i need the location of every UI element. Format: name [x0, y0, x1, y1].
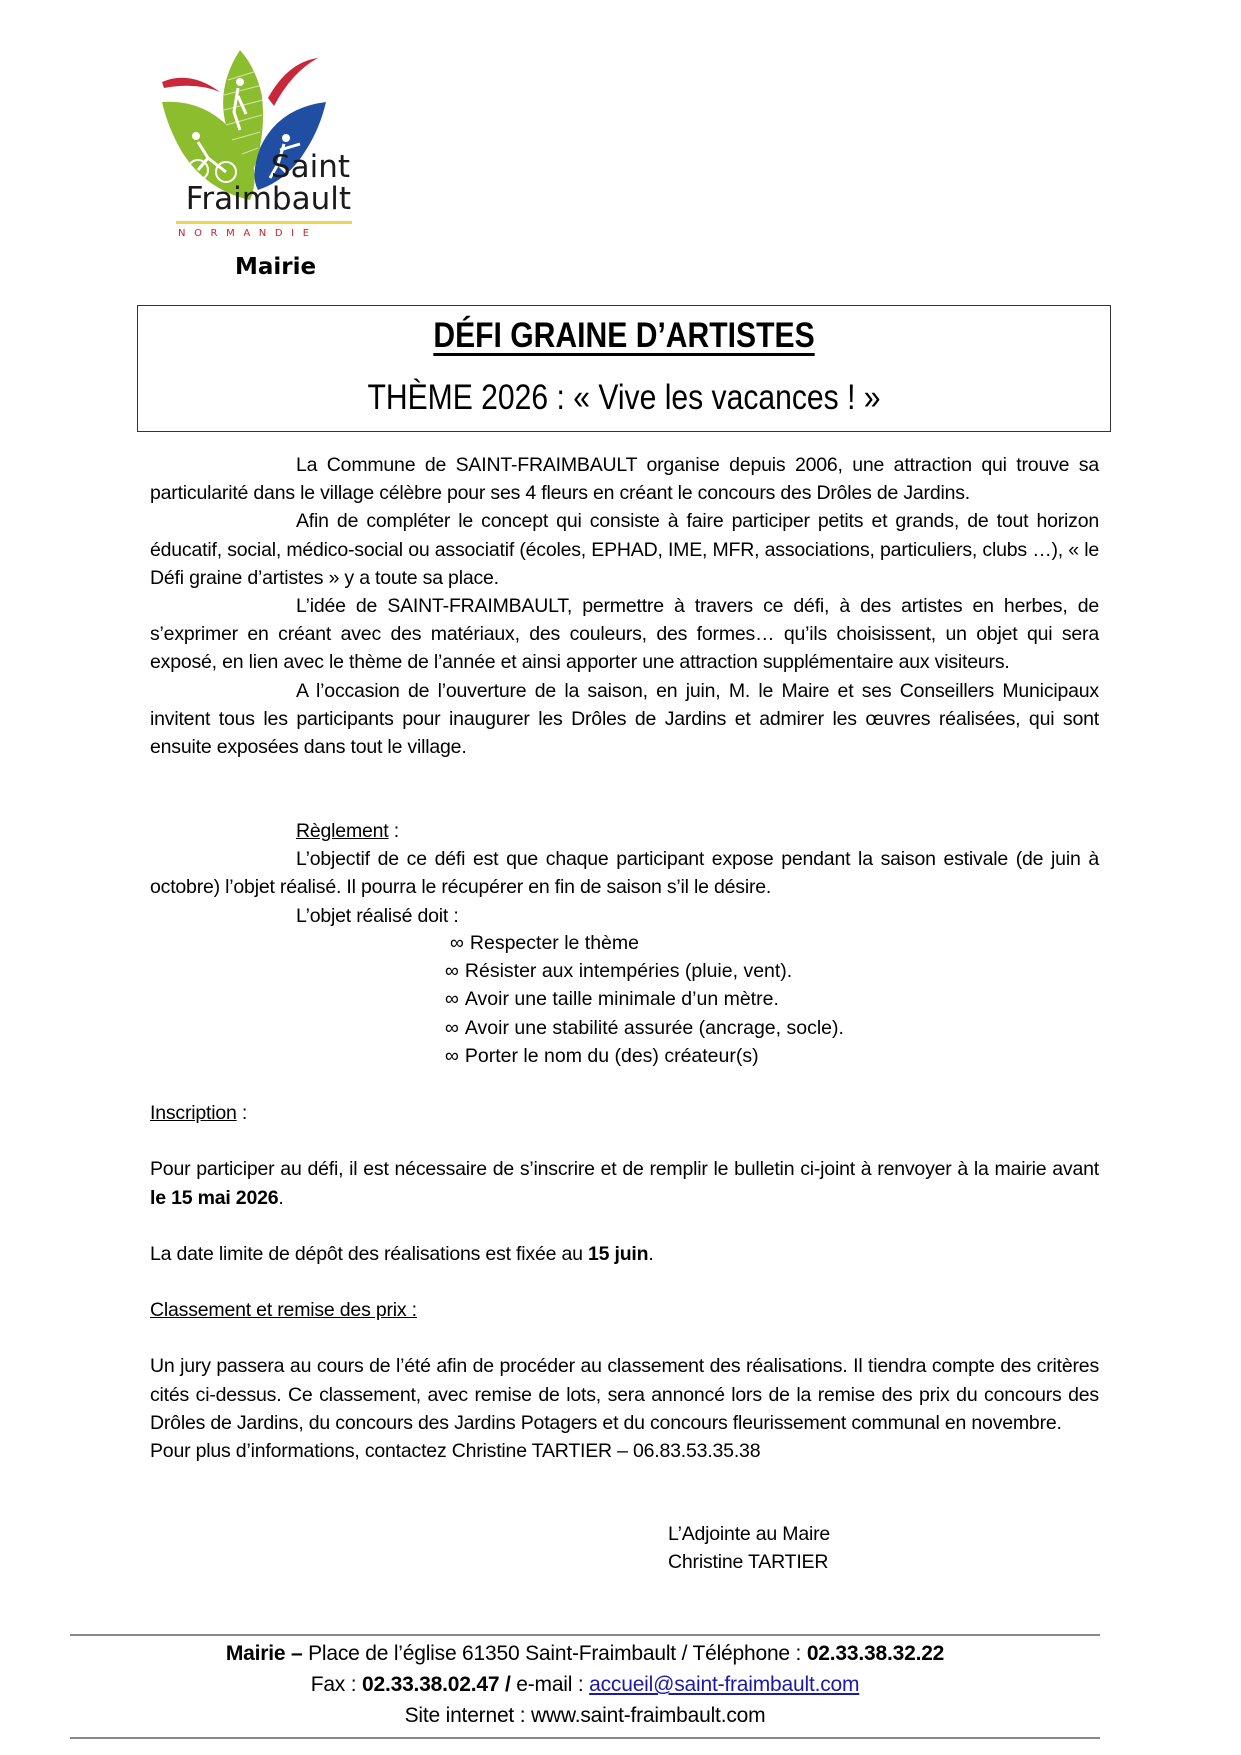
footer-address: Place de l’église 61350 Saint-Fraimbault / Téléphone : — [308, 1642, 807, 1665]
list-item — [445, 1014, 844, 1042]
title-box — [137, 305, 1111, 432]
inscription-heading-suffix: : — [236, 1102, 248, 1124]
list-item-text: Avoir une stabilité assurée (ancrage, socle). — [464, 1016, 844, 1039]
deposit-deadline: 15 juin — [587, 1242, 649, 1265]
footer-email-label: e-mail : — [516, 1673, 590, 1696]
logo-underline — [176, 221, 352, 224]
footer-fax-label: Fax : — [310, 1673, 362, 1696]
footer-phone: 02.33.38.32.22 — [806, 1642, 945, 1665]
intro-paragraph-2: Afin de compléter le concept qui consiste à faire participer petits et grands, de tout horizon éducatif, social, médico-social ou associatif (écoles, EPHAD, IME, MFR, associations, particuliers, clubs …), « le Défi graine d’artistes » y a toute sa place. — [150, 510, 1099, 589]
theme-subtitle: THÈME 2026 : « Vive les vacances ! » — [367, 378, 881, 417]
list-item-text: Respecter le thème — [469, 932, 639, 954]
inscription-end: . — [278, 1186, 284, 1209]
footer-address-line — [70, 1638, 1100, 1669]
footer — [70, 1638, 1100, 1731]
inscription-heading-line — [150, 1099, 1099, 1127]
deposit-text: La date limite de dépôt des réalisations est fixée au — [150, 1242, 588, 1265]
signatory-name: Christine TARTIER — [668, 1551, 829, 1574]
requirements-list — [445, 929, 844, 1070]
footer-site-label: Site internet : — [404, 1704, 531, 1727]
list-item-text: Résister aux intempéries (pluie, vent). — [464, 960, 793, 983]
classement-section — [150, 1296, 1099, 1465]
infinity-bullet-icon: ∞ — [445, 1044, 459, 1067]
document-title — [206, 316, 1042, 356]
reglement-heading-line — [150, 817, 1099, 845]
classement-heading: Classement et remise des prix : — [150, 1299, 417, 1321]
footer-slash: / — [499, 1673, 517, 1696]
classement-paragraph-1: Un jury passera au cours de l’été afin de procéder au classement des réalisations. Il tiendra compte des critères cités ci-dessus. Ce classement, avec remise de lots, sera annoncé lors de la remise des prix du concours des Drôles de Jardins, du concours des Jardins Potagers et du concours fleurissement communal en novembre. — [150, 1355, 1099, 1434]
intro-section — [150, 451, 1099, 761]
infinity-bullet-icon: ∞ — [450, 932, 464, 954]
inscription-paragraph-1 — [150, 1155, 1099, 1211]
footer-contact-line — [70, 1669, 1100, 1700]
infinity-bullet-icon: ∞ — [445, 988, 459, 1011]
reglement-section — [150, 817, 1099, 930]
list-item — [445, 1042, 844, 1070]
signatory-role: L’Adjointe au Maire — [668, 1523, 831, 1545]
footer-email-link[interactable]: accueil@saint-fraimbault.com — [589, 1673, 860, 1696]
inscription-text: Pour participer au défi, il est nécessaire de s’inscrire et de remplir le bulletin ci-joint à renvoyer à la mairie avant — [150, 1158, 1099, 1181]
footer-fax: 02.33.38.02.47 — [362, 1673, 500, 1696]
intro-paragraph-4: A l’occasion de l’ouverture de la saison, en juin, M. le Maire et ses Conseillers Municipaux invitent tous les participants pour inaugurer les Drôles de Jardins et admirer les œuvres réalisées, qui sont ensuite exposées dans tout le village. — [150, 679, 1099, 759]
document-title-text: DÉFI GRAINE D’ARTISTES — [433, 316, 815, 355]
intro-paragraph-3: L’idée de SAINT-FRAIMBAULT, permettre à travers ce défi, à des artistes en herbes, de s’exprimer en créant avec des matériaux, des couleurs, des formes… qu’ils choisissent, un objet qui sera exposé, en lien avec le thème de l’année et ainsi apporter une attraction supplémentaire aux visiteurs. — [150, 595, 1099, 674]
registration-deadline: le 15 mai 2026 — [150, 1186, 279, 1209]
list-item — [445, 929, 844, 957]
list-item — [445, 985, 844, 1013]
infinity-bullet-icon: ∞ — [445, 960, 459, 983]
footer-org: Mairie — [225, 1642, 286, 1665]
contact-line: Pour plus d’informations, contactez Christine TARTIER – 06.83.53.35.38 — [150, 1440, 761, 1462]
inscription-paragraph-2 — [150, 1240, 1099, 1268]
footer-bottom-divider — [70, 1737, 1100, 1739]
footer-site: www.saint-fraimbault.com — [530, 1704, 766, 1727]
deposit-end: . — [648, 1242, 654, 1265]
inscription-heading: Inscription — [150, 1102, 237, 1124]
intro-paragraph-1: La Commune de SAINT-FRAIMBAULT organise depuis 2006, une attraction qui trouve sa particularité dans le village célèbre pour ses 4 fleurs en créant le concours des Drôles de Jardins. — [150, 454, 1099, 505]
list-item — [445, 957, 844, 985]
reglement-paragraph-1: L’objectif de ce défi est que chaque participant expose pendant la saison estivale (de juin à octobre) l’objet réalisé. Il pourra le récupérer en fin de saison s’il le désire. — [150, 848, 1099, 899]
infinity-bullet-icon: ∞ — [445, 1016, 459, 1039]
saint-fraimbault-logo — [150, 40, 355, 240]
reglement-heading-suffix: : — [388, 820, 399, 842]
signature-block — [668, 1520, 830, 1576]
footer-dash: – — [285, 1642, 309, 1665]
classement-heading-line — [150, 1296, 1099, 1324]
logo-name-line2: Fraimbault — [185, 181, 351, 217]
list-item-text: Porter le nom du (des) créateur(s) — [464, 1044, 759, 1067]
footer-site-line — [70, 1700, 1100, 1731]
logo-name-line1: Saint — [270, 149, 350, 185]
footer-top-divider — [70, 1634, 1100, 1636]
reglement-paragraph-2: L’objet réalisé doit : — [296, 904, 459, 927]
list-item-text: Avoir une taille minimale d’un mètre. — [464, 988, 779, 1011]
inscription-section — [150, 1099, 1099, 1268]
reglement-heading: Règlement — [296, 820, 389, 842]
logo-region: NORMANDIE — [178, 228, 318, 239]
office-label: Mairie — [235, 254, 317, 280]
